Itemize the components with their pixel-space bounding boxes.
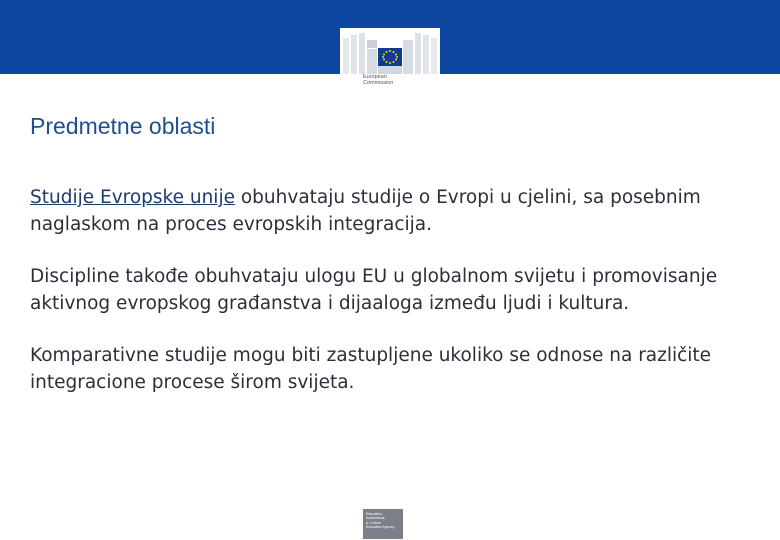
paragraph-3: Komparativne studije mogu biti zastupljene ukoliko se odnose na različite integracione procese širom svijeta. (30, 345, 712, 393)
slide-body (30, 185, 760, 422)
paragraph-1-text: obuhvataju studije o Evropi u cjelini, sa posebnim naglaskom na proces evropskih integracija. (30, 187, 701, 235)
logo-caption: European Commission (363, 74, 394, 86)
paragraph-2: Discipline takođe obuhvataju ulogu EU u globalnom svijetu i promovisanje aktivnog evropskog građanstva i dijaaloga između ljudi i kultura. (30, 266, 718, 314)
eu-studies-link[interactable]: Studije Evropske unije (30, 187, 235, 208)
slide-title: Predmetne oblasti (30, 113, 216, 139)
eacea-logo-icon (363, 509, 403, 539)
paragraph-1 (30, 185, 760, 238)
eacea-logo-text: Education, Audiovisual & Culture Executive Agency (366, 512, 395, 530)
